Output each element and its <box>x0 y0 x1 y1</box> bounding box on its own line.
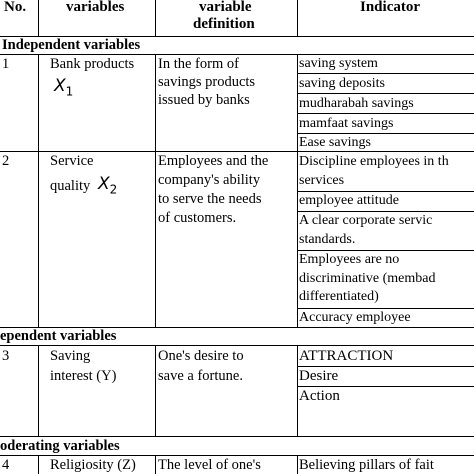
row4-variable: Religiosity (Z) <box>50 457 136 473</box>
row2-indicator-4-line2: discriminative (membad <box>299 271 436 286</box>
row3-indicator-1: ATTRACTION <box>299 348 394 364</box>
section-dependent: ependent variables <box>0 328 117 344</box>
row2-indicator-3-line1: A clear corporate servic <box>299 213 433 228</box>
row2-indicator-3-line2: standards. <box>299 232 356 247</box>
row4-definition: The level of one's <box>158 457 261 473</box>
rule-sq2 <box>297 211 474 212</box>
col-rule-1 <box>38 455 39 474</box>
rule-section-independent-bottom <box>0 54 474 55</box>
row2-variable-line2: quality <box>50 178 91 194</box>
col-rule-1 <box>38 54 39 327</box>
col-rule-3 <box>297 0 298 36</box>
row1-indicator-2: saving deposits <box>299 76 385 91</box>
header-indicator: Indicator <box>360 0 420 15</box>
row2-definition-line4: of customers. <box>158 210 237 226</box>
row1-symbol: $X_1$ <box>54 76 74 99</box>
col-rule-3 <box>297 345 298 436</box>
row1-variable: Bank products <box>50 56 135 72</box>
row3-variable-line1: Saving <box>50 348 91 364</box>
col-rule-2 <box>155 0 156 36</box>
row2-definition-line3: to serve the needs <box>158 191 262 207</box>
row2-definition-line2: company's ability <box>158 172 261 188</box>
row2-indicator-2: employee attitude <box>299 193 399 208</box>
row4-no: 4 <box>2 457 10 473</box>
rule-ind3 <box>297 113 474 114</box>
row3-no: 3 <box>2 348 10 364</box>
row1-indicator-1: saving system <box>299 56 378 71</box>
rule-ind1 <box>297 73 474 74</box>
row1-no: 1 <box>2 56 10 72</box>
header-definition-line2: definition <box>193 16 255 32</box>
col-rule-3 <box>297 455 298 474</box>
row3-variable-line2: interest (Y) <box>50 368 117 384</box>
rule-row1-bottom <box>0 151 474 152</box>
row1-definition-line3: issued by banks <box>158 92 250 108</box>
rule-section-dependent-bottom <box>0 345 474 346</box>
section-moderating: oderating variables <box>0 438 120 454</box>
col-rule-3 <box>297 54 298 327</box>
row1-definition-line1: In the form of <box>158 56 239 72</box>
rule-sq1 <box>297 191 474 192</box>
col-rule-2 <box>155 455 156 474</box>
header-no: No. <box>4 0 27 15</box>
row3-definition-line2: save a fortune. <box>158 368 243 384</box>
row2-indicator-4-line3: differentiated) <box>299 289 379 304</box>
col-rule-2 <box>155 345 156 436</box>
row1-indicator-4: mamfaat savings <box>299 116 394 131</box>
rule-ind2 <box>297 93 474 94</box>
row2-variable-line1: Service <box>50 153 94 169</box>
col-rule-2 <box>155 54 156 327</box>
row4-indicator: Believing pillars of fait <box>299 457 434 473</box>
rule-sq4 <box>297 308 474 309</box>
rule-row3-bottom <box>0 436 474 437</box>
rule-sq3 <box>297 250 474 251</box>
row2-indicator-4-line1: Employees are no <box>299 252 400 267</box>
row3-definition-line1: One's desire to <box>158 348 244 364</box>
row1-indicator-5: Ease savings <box>299 135 371 150</box>
row2-symbol: $X_2$ <box>98 174 118 197</box>
col-rule-1 <box>38 0 39 36</box>
header-definition-line1: variable <box>199 0 252 15</box>
header-variables: variables <box>66 0 125 15</box>
rule-section-moderating-bottom <box>0 455 474 456</box>
row1-indicator-3: mudharabah savings <box>299 96 414 111</box>
col-rule-1 <box>38 345 39 436</box>
row3-indicator-2: Desire <box>299 368 339 384</box>
row2-definition-line1: Employees and the <box>158 153 269 169</box>
row2-indicator-1-line1: Discipline employees in th <box>299 154 449 169</box>
section-independent: Independent variables <box>2 37 141 53</box>
row2-no: 2 <box>2 153 10 169</box>
row2-indicator-1-line2: services <box>299 173 345 188</box>
row1-definition-line2: savings products <box>158 74 256 90</box>
rule-ind4 <box>297 133 474 134</box>
row2-indicator-5: Accuracy employee <box>299 310 411 325</box>
rule-si1 <box>297 366 474 367</box>
rule-si2 <box>297 386 474 387</box>
row3-indicator-3: Action <box>299 388 340 404</box>
